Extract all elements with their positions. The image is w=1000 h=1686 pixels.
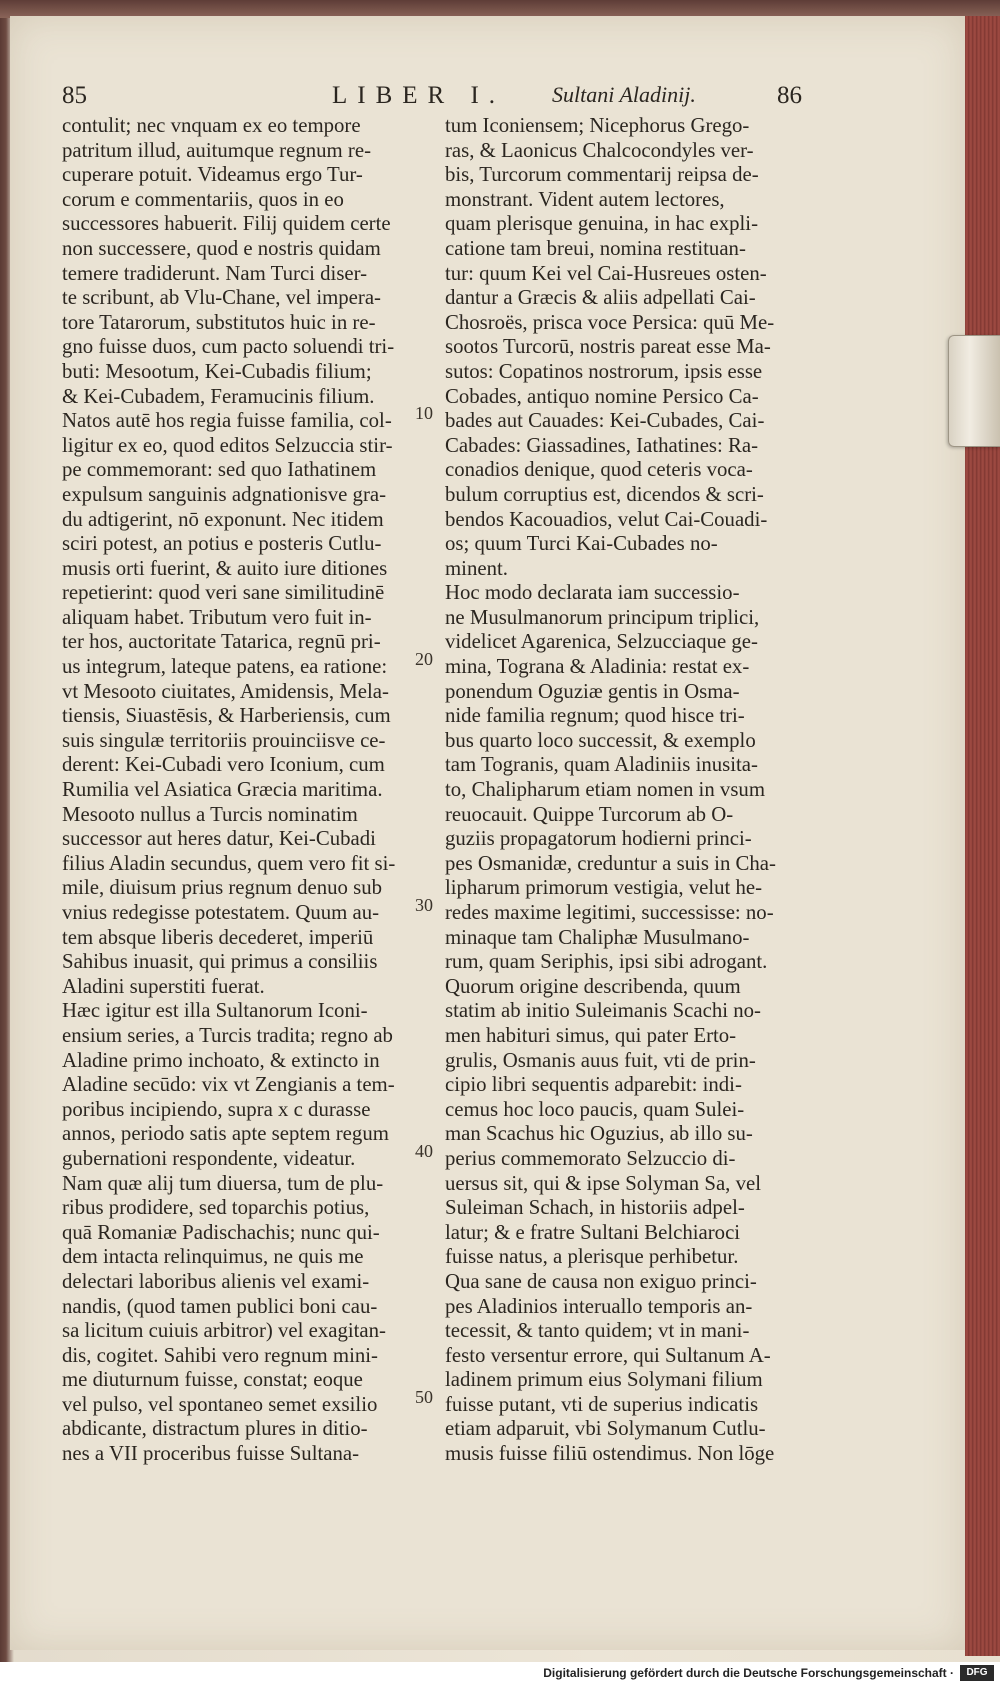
funding-credit: Digitalisierung gefördert durch die Deutsche Forschungsgemeinschaft · (543, 1666, 954, 1680)
text-line: & Kei-Cubadem, Feramucinis filium. (62, 384, 375, 408)
text-line: videlicet Agarenica, Selzucciaque ge- (445, 630, 758, 654)
text-line: mile, diuisum prius regnum denuo sub (62, 876, 383, 900)
text-line: tam Togranis, quam Aladiniis inusita- (445, 753, 758, 777)
digitization-footer (0, 1662, 1000, 1686)
text-line: Chosroës, prisca voce Persica: quū Me- (445, 310, 775, 334)
text-line: sa licitum cuiuis arbitror) vel exagitan- (62, 1319, 386, 1343)
text-line: tum Iconiensem; Nicephorus Grego- (445, 114, 750, 137)
text-line: fuisse natus, a plerisque perhibetur. (445, 1245, 739, 1269)
text-line: nandis, (quod tamen publici boni cau- (62, 1294, 378, 1318)
text-line: reuocauit. Quippe Turcorum ab O- (445, 802, 734, 826)
text-line: statim ab initio Suleimanis Scachi no- (445, 999, 761, 1023)
text-line: Mesooto nullus a Turcis nominatim (62, 802, 358, 826)
text-line: musis orti fuerint, & auito iure ditiones (62, 556, 388, 580)
text-line: conadios denique, quod ceteris voca- (445, 458, 753, 482)
text-line: quā Romaniæ Padischachis; nunc qui- (62, 1220, 380, 1244)
text-line: bis, Turcorum commentarij reipsa de- (445, 163, 759, 187)
left-column (62, 114, 407, 1467)
text-line: mina, Tograna & Aladinia: restat ex- (445, 655, 750, 679)
text-line: catione tam breui, nomina restituan- (445, 236, 746, 260)
text-line: aliquam habet. Tributum vero fuit in- (62, 605, 372, 629)
text-line: suis singulæ territoriis prouinciisve ce- (62, 728, 386, 752)
text-line: gubernationi respondente, videatur. (62, 1146, 356, 1170)
text-line: to, Chalipharum etiam nomen in vsum (445, 778, 765, 802)
text-line: ter hos, auctoritate Tatarica, regnū pri- (62, 630, 381, 654)
margin-number: 20 (415, 649, 433, 669)
text-line: non successere, quod e nostris quidam (62, 236, 381, 260)
text-line: corum e commentariis, quos in eo (62, 187, 344, 211)
text-line: Cabades: Giassadines, Iathatines: Ra- (445, 433, 759, 457)
text-line: etiam adparuit, vbi Solymanum Cutlu- (445, 1417, 766, 1441)
text-line: abdicante, distractum plures in ditio- (62, 1417, 368, 1441)
text-line: cemus hoc loco paucis, quam Sulei- (445, 1097, 745, 1121)
text-line: man Scachus hic Oguzius, ab illo su- (445, 1122, 753, 1146)
right-column (445, 114, 802, 1467)
text-line: os; quum Turci Kai-Cubades no- (445, 532, 718, 556)
text-line: uersus sit, qui & ipse Solyman Sa, vel (445, 1171, 761, 1195)
text-line: men habituri simus, qui pater Erto- (445, 1023, 737, 1047)
text-line: expulsum sanguinis adgnationisve gra- (62, 482, 387, 506)
text-line: latur; & e fratre Sultani Belchiaroci (445, 1220, 741, 1244)
text-line: patritum illud, auitumque regnum re- (62, 138, 371, 162)
text-line: quam plerisque genuina, in hac expli- (445, 212, 759, 236)
text-line: pe commemorant: sed quo Iathatinem (62, 458, 377, 482)
text-line: me diuturnum fuisse, constat; eoque (62, 1368, 363, 1392)
text-line: cuperare potuit. Videamus ergo Tur- (62, 163, 363, 187)
text-line: tecessit, & tanto quidem; vt in mani- (445, 1319, 750, 1343)
text-line: sootos Turcorū, nostris pareat esse Ma- (445, 335, 771, 359)
left-page-number: 85 (62, 82, 87, 109)
text-line: ligitur ex eo, quod editos Selzuccia stir- (62, 433, 393, 457)
text-line: vel pulso, vel spontaneo semet exsilio (62, 1392, 378, 1416)
text-line: rum, quam Seriphis, ipsi sibi adrogant. (445, 950, 768, 974)
text-line: ladinem primum eius Solymani filium (445, 1368, 763, 1392)
text-line: bus quarto loco successit, & exemplo (445, 728, 756, 752)
text-line: successores habuerit. Filij quidem certe (62, 212, 391, 236)
right-page-number: 86 (777, 82, 802, 109)
text-line: contulit; nec vnquam ex eo tempore (62, 114, 361, 137)
text-line: Quorum origine describenda, quum (445, 974, 741, 998)
text-line: fuisse putant, vti de superius indicatis (445, 1392, 759, 1416)
text-line: du adtigerint, nō exponunt. Nec itidem (62, 507, 384, 531)
text-line: tem absque liberis decederet, imperiū (62, 925, 374, 949)
text-line: Nam quæ alij tum diuersa, tum de plu- (62, 1171, 384, 1195)
text-line: delectari laboribus alienis vel exami- (62, 1269, 370, 1293)
text-line: Aladine secūdo: vix vt Zengianis a tem- (62, 1073, 395, 1097)
text-line: us integrum, lateque patens, ea ratione: (62, 655, 388, 679)
margin-number: 30 (415, 895, 433, 915)
text-line: te scribunt, ab Vlu-Chane, vel impera- (62, 286, 381, 310)
text-line: pes Osmanidæ, creduntur a suis in Cha- (445, 851, 776, 875)
text-line: Hæc igitur est illa Sultanorum Iconi- (62, 999, 368, 1023)
text-line: ribus prodidere, sed toparchis potius, (62, 1196, 370, 1220)
text-line: cipio libri sequentis adparebit: indi- (445, 1073, 742, 1097)
book-section-title: LIBER I. (332, 82, 506, 109)
dfg-logo-icon: DFG (960, 1665, 994, 1681)
text-line: pes Aladinios interuallo temporis an- (445, 1294, 753, 1318)
text-line: dantur a Græcis & aliis adpellati Cai- (445, 286, 756, 310)
text-line: bendos Kacouadios, velut Cai-Couadi- (445, 507, 768, 531)
text-line: tiensis, Siuastēsis, & Harberiensis, cum (62, 704, 391, 728)
text-line: ne Musulmanorum principum triplici, (445, 605, 760, 629)
text-line: filius Aladin secundus, quem vero fit si- (62, 851, 396, 875)
text-line: ras, & Laonicus Chalcocondyles ver- (445, 138, 754, 162)
chapter-title: Sultani Aladinij. (552, 82, 696, 107)
text-line: dem intacta relinquimus, ne quis me (62, 1245, 364, 1269)
text-line: Aladine primo inchoato, & extincto in (62, 1048, 380, 1072)
text-line: sciri potest, an potius e posteris Cutlu- (62, 532, 382, 556)
text-line: lipharum primorum vestigia, velut he- (445, 876, 763, 900)
text-line: ponendum Oguziæ gentis in Osma- (445, 679, 740, 703)
text-line: dis, cogitet. Sahibi vero regnum mini- (62, 1343, 378, 1367)
text-line: monstrant. Vident autem lectores, (445, 187, 725, 211)
text-line: tore Tatarorum, substitutos huic in re- (62, 310, 376, 334)
text-line: repetierint: quod veri sane similitudinē (62, 581, 385, 605)
text-line: nide familia regnum; quod hisce tri- (445, 704, 745, 728)
text-line: Rumilia vel Asiatica Græcia maritima. (62, 778, 383, 802)
text-line: Aladini superstiti fuerat. (62, 974, 265, 998)
text-line: musis fuisse filiū ostendimus. Non lōge (445, 1442, 775, 1466)
text-line: Hoc modo declarata iam successio- (445, 581, 740, 605)
text-line: minent. (445, 556, 508, 580)
text-line: perius commemorato Selzuccio di- (445, 1146, 736, 1170)
text-line: redes maxime legitimi, successisse: no- (445, 901, 774, 924)
margin-number: 10 (415, 403, 433, 423)
text-line: grulis, Osmanis auus fuit, vti de prin- (445, 1048, 756, 1072)
text-line: festo versentur errore, qui Sultanum A- (445, 1343, 771, 1367)
text-line: guziis propagatorum hodierni princi- (445, 827, 752, 851)
text-line: vnius redegisse potestatem. Quum au- (62, 901, 380, 924)
text-line: bades aut Cauades: Kei-Cubades, Cai- (445, 409, 765, 433)
running-head (62, 80, 822, 116)
margin-number: 40 (415, 1141, 433, 1161)
text-line: successor aut heres datur, Kei-Cubadi (62, 827, 376, 851)
text-line: bulum corruptius est, dicendos & scri- (445, 482, 764, 506)
text-line: tur: quum Kei vel Cai-Husreues osten- (445, 261, 767, 285)
bookmark-tab (948, 335, 1000, 447)
text-line: buti: Mesootum, Kei-Cubadis filium; (62, 359, 372, 383)
margin-number: 50 (415, 1387, 433, 1407)
text-line: poribus incipiendo, supra x c durasse (62, 1097, 371, 1121)
text-line: ensium series, a Turcis tradita; regno ab (62, 1023, 393, 1047)
text-line: sutos: Copatinos nostrorum, ipsis esse (445, 359, 763, 383)
text-line: Sahibus inuasit, qui primus a consiliis (62, 950, 378, 974)
book-fore-edge (965, 16, 1000, 1656)
text-line: minaque tam Chaliphæ Musulmano- (445, 925, 750, 949)
text-line: nes a VII proceribus fuisse Sultana- (62, 1442, 360, 1466)
text-line: annos, periodo satis apte septem regum (62, 1122, 389, 1146)
text-line: vt Mesooto ciuitates, Amidensis, Mela- (62, 679, 389, 703)
text-line: derent: Kei-Cubadi vero Iconium, cum (62, 753, 385, 777)
text-line: gno fuisse duos, cum pacto soluendi tri- (62, 335, 395, 359)
text-line: Suleiman Schach, in historiis adpel- (445, 1196, 745, 1220)
text-line: Cobades, antiquo nomine Persico Ca- (445, 384, 759, 408)
text-line: Qua sane de causa non exiguo princi- (445, 1269, 757, 1293)
text-line: Natos autē hos regia fuisse familia, col- (62, 409, 392, 433)
text-line: temere tradiderunt. Nam Turci diser- (62, 261, 368, 285)
